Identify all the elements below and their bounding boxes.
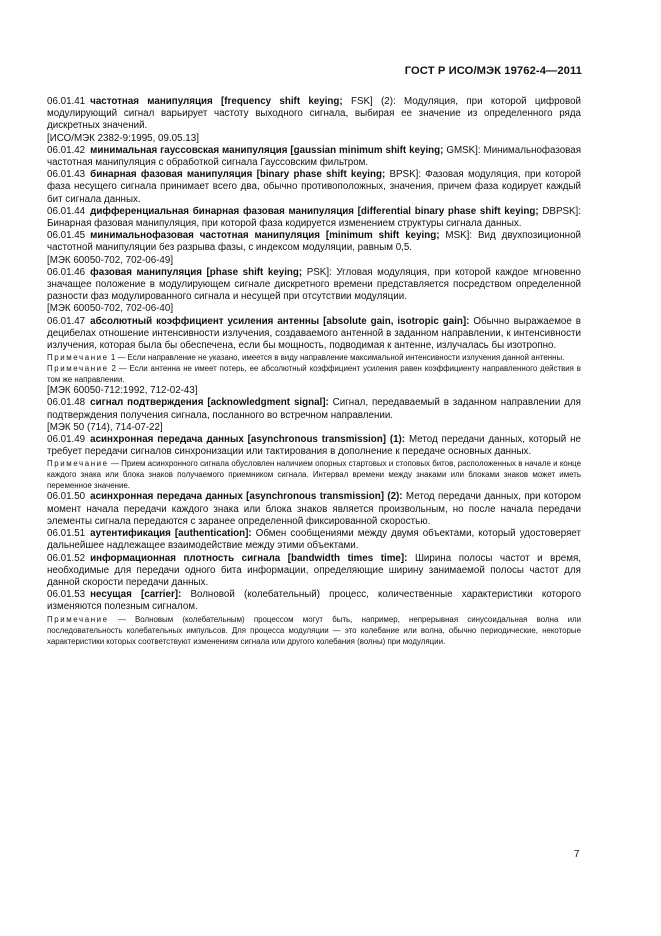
term-definition: Метод передачи данных, который не требует передачи сигналов синхронизации или тактирования в дополнение к передаче основных данных. [47,434,581,458]
term-entry [47,230,581,254]
note-text: — Прием асинхронного сигнала обусловлен наличием опорных стартовых и стоповых битов, расположенных в начале и конце каждого знака или блока знаков получаемого приемником сигнала. Интервал времени между знаками или блоками знаков может иметь переменное значение. [47,459,581,491]
term-title: несущая [carrier]: [90,589,182,601]
note-label: Примечание [47,459,109,469]
term-title: бинарная фазовая манипуляция [binary phase shift keying; [90,169,386,181]
term-source: [ИСО/МЭК 2382-9:1995, 09.05.13] [47,132,199,144]
term-definition: Сигнал, передаваемый в заданном направлении для подтверждения получения сигнала, посланного во встречном направлении. [47,397,581,421]
term-title: асинхронная передача данных [asynchronous transmission] (1): [90,434,406,446]
term-title: фазовая манипуляция [phase shift keying; [90,266,303,278]
note-label: Примечание [47,614,109,624]
term-definition: Обмен сообщениями между двумя объектами, который удостоверяет дальнейшее надлежащее взаимодействие между этими объектами. [47,528,581,552]
term-entry [47,434,581,458]
term-number: 06.01.46 [47,266,86,278]
term-title: дифференциальная бинарная фазовая манипуляция [differential binary phase shift keying; [90,205,539,217]
note-text: — Волновым (колебательным) процессом могут быть, например, непрерывная синусоидальная волна или последовательность колебательных импульсов. Для процесса модуляции — это колебание или волна, обычно периодические, некоторые характеристики которых соответствуют изменениям сигнала или другого колебания (волны) при модуляции. [47,614,581,646]
term-entry [47,96,581,133]
term-title: минимальнофазовая частотная манипуляция [minimum shift keying; [90,230,440,242]
term-definition: Обычно выражаемое в децибелах отношение интенсивности излучения, создаваемого антенной в заданном направлении, к интенсивности излучения, которая была бы обеспечена, если бы мощность, подводимая к антенне, излучалась бы изотропно. [47,315,581,352]
term-entry [47,553,581,590]
term-number: 06.01.49 [47,434,86,446]
term-title: частотная манипуляция [frequency shift keying; [90,96,343,107]
term-entry [47,145,581,169]
term-number: 06.01.50 [47,491,86,503]
term-number: 06.01.41 [47,96,86,107]
term-definition: DBPSK]: Бинарная фазовая манипуляция, при которой фаза кодируется изменением структуры сигнала данных. [47,205,581,230]
term-definition: Ширина полосы частот и время, необходимые для передачи одного бита информации, определяющие ширину занимаемой полосы частот для данной скорости передачи данных. [47,552,582,588]
term-number: 06.01.51 [47,528,86,540]
term-definition: Волновой (колебательный) процесс, количественные характеристики которого изменяются полезным сигналом. [47,589,581,613]
term-number: 06.01.53 [47,589,86,601]
term-entry [47,589,581,613]
term-entry [47,316,581,353]
note [47,458,581,491]
term-definition: MSK]: Вид двухпозиционной частотной манипуляции без разрыва фазы, с индексом модуляции, равным 0,5. [47,230,581,254]
term-entry [47,528,581,552]
term-entry [47,491,581,528]
term-source: [МЭК 60050-702, 702-06-40] [47,303,174,315]
note-label: Примечание [47,364,109,374]
term-number: 06.01.42 [47,144,86,156]
note-text: 2 — Если антенна не имеет потерь, ее абсолютный коэффициент усиления равен коэффициенту направленного действия в том же направлении. [47,364,581,385]
term-title: минимальная гауссовская манипуляция [gaussian minimum shift keying; [90,144,444,156]
note-label: Примечание [47,353,109,363]
term-entry [47,397,581,421]
note [47,614,581,647]
term-number: 06.01.47 [47,315,86,327]
note-text: 1 — Если направление не указано, имеется в виду направление максимальной интенсивности излучения данной антенны. [108,353,565,363]
term-title: информационная плотность сигнала [bandwidth times time]: [90,552,408,564]
term-definition: Метод передачи данных, при котором момент начала передачи каждого знака или блока знаков является произвольным, но после начала передачи элементы сигнала передаются с заранее определенной фиксированной скоростью. [47,491,581,527]
term-definition: BPSK]: Фазовая модуляция, при которой фаза несущего сигнала принимает всего два, обычно противоположных, значения, причем фаза кодирует каждый бит сигнала данных. [47,169,581,205]
term-title: сигнал подтверждения [acknowledgment signal]: [90,397,329,409]
term-definition: GMSK]: Минимальнофазовая частотная манипуляция с обработкой сигнала Гауссовским фильтром. [47,144,582,169]
term-title: аутентификация [authentication]: [90,528,252,540]
term-title: абсолютный коэффициент усиления антенны [absolute gain, isotropic gain]: [90,315,470,327]
term-entry [47,169,581,206]
page-number: 7 [574,849,580,860]
note [47,352,581,363]
term-number: 06.01.43 [47,169,86,181]
term-number: 06.01.52 [47,552,86,564]
terms-list [47,96,581,647]
term-entry [47,206,581,230]
term-source: [МЭК 50 (714), 714-07-22] [47,421,163,433]
term-source: [МЭК 60050-702, 702-06-49] [47,254,174,266]
term-number: 06.01.44 [47,205,86,217]
term-definition: FSK] (2): Модуляция, при которой цифровой модулирующий сигнал варьирует частоту выходного сигнала, выбирая ее значение из определенного ряда дискретных значений. [47,96,581,132]
term-entry [47,267,581,304]
term-number: 06.01.45 [47,230,86,242]
note [47,363,581,385]
standard-header: ГОСТ Р ИСО/МЭК 19762-4—2011 [404,65,582,77]
term-source: [МЭК 60050-712:1992, 712-02-43] [47,385,198,397]
term-number: 06.01.48 [47,397,86,409]
term-title: асинхронная передача данных [asynchronous transmission] (2): [90,491,403,503]
term-definition: PSK]: Угловая модуляция, при которой каждое мгновенно значащее положение в модулирующем сигнале дискретного времени представляется посредством определенной разности фаз модулированного сигнала и несущей при отсутствии модуляции. [47,266,582,303]
